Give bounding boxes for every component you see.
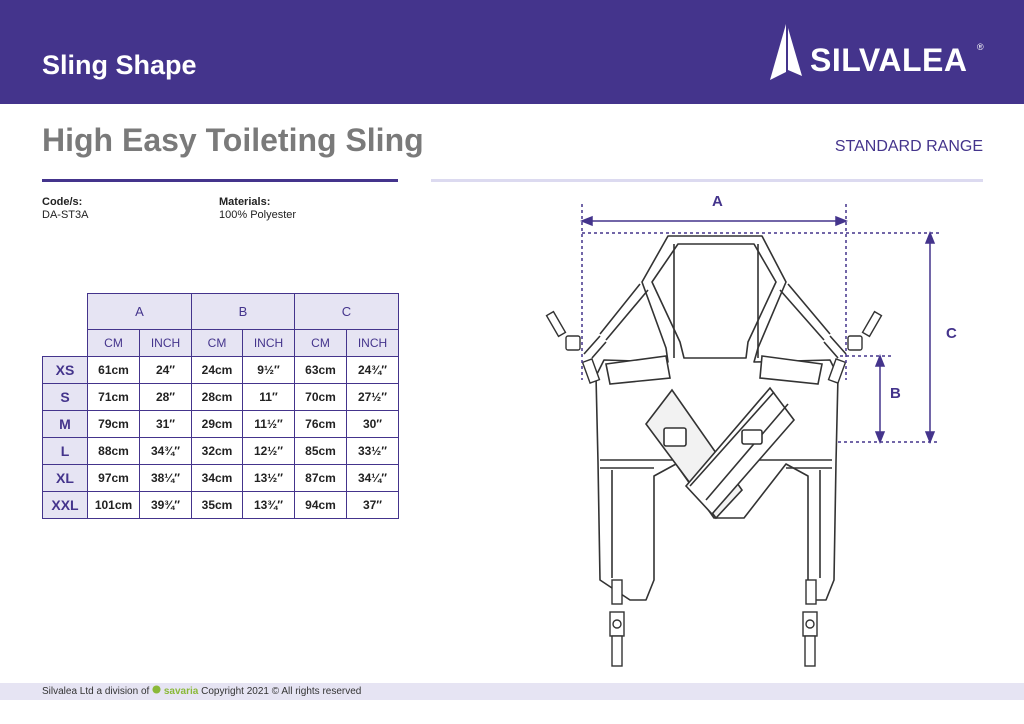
table-cell: 27½″: [347, 384, 399, 411]
table-row: [43, 438, 399, 465]
table-row: [43, 492, 399, 519]
size-label: XXL: [43, 492, 88, 519]
size-label: M: [43, 411, 88, 438]
column-group-a: A: [88, 294, 192, 330]
unit-header: INCH: [347, 330, 399, 357]
table-cell: 28″: [140, 384, 192, 411]
table-cell: 28cm: [192, 384, 243, 411]
table-cell: 24cm: [192, 357, 243, 384]
table-cell: 24″: [140, 357, 192, 384]
table-cell: 13½″: [243, 465, 295, 492]
unit-header: CM: [192, 330, 243, 357]
table-cell: 34¾″: [140, 438, 192, 465]
title-rule: [42, 179, 398, 182]
column-group-b: B: [192, 294, 295, 330]
table-cell: 38¼″: [140, 465, 192, 492]
table-cell: 88cm: [88, 438, 140, 465]
table-cell: 11½″: [243, 411, 295, 438]
table-cell: 70cm: [295, 384, 347, 411]
header-banner: [0, 0, 1024, 104]
table-cell: 34cm: [192, 465, 243, 492]
table-cell: 9½″: [243, 357, 295, 384]
table-cell: 101cm: [88, 492, 140, 519]
sail-logo-icon: [766, 22, 806, 84]
dimension-a: [582, 204, 940, 380]
crossed-strap: [646, 388, 794, 518]
left-clip-icon: [547, 312, 600, 383]
size-label: L: [43, 438, 88, 465]
table-cell: 61cm: [88, 357, 140, 384]
table-cell: 30″: [347, 411, 399, 438]
size-label: S: [43, 384, 88, 411]
table-cell: 87cm: [295, 465, 347, 492]
footer-division: a division of: [96, 686, 150, 697]
codes-block: [42, 196, 88, 222]
unit-header: CM: [88, 330, 140, 357]
table-cell: 12½″: [243, 438, 295, 465]
column-group-c: C: [295, 294, 399, 330]
footer-text: [42, 685, 361, 697]
materials-value: 100% Polyester: [219, 209, 297, 221]
unit-header: INCH: [243, 330, 295, 357]
table-corner: [43, 294, 88, 330]
brand-name: SILVALEA: [810, 42, 968, 78]
table-cell: 29cm: [192, 411, 243, 438]
table-cell: 33½″: [347, 438, 399, 465]
table-cell: 79cm: [88, 411, 140, 438]
size-table: [42, 293, 399, 519]
right-clip-icon: [829, 312, 882, 383]
table-cell: 37″: [347, 492, 399, 519]
codes-label: Code/s:: [42, 196, 83, 208]
handle-pads: [606, 356, 822, 384]
codes-value: DA-ST3A: [42, 209, 89, 221]
table-cell: 76cm: [295, 411, 347, 438]
table-row: [43, 357, 399, 384]
table-row: [43, 411, 399, 438]
product-range: STANDARD RANGE: [834, 138, 983, 155]
footer-bar: [0, 683, 1024, 700]
dimension-c-label: C: [946, 325, 957, 342]
table-cell: 32cm: [192, 438, 243, 465]
materials-block: [219, 196, 296, 222]
header-title: Sling Shape: [42, 50, 197, 80]
leg-clips-icon: [610, 580, 817, 666]
shoulder-straps: [584, 284, 846, 358]
savaria-leaf-icon: [152, 685, 161, 694]
materials-label: Materials:: [219, 196, 271, 208]
table-row: [43, 384, 399, 411]
table-cell: 34¼″: [347, 465, 399, 492]
dimension-b: [838, 356, 940, 442]
savaria-logo: [152, 686, 201, 697]
registered-mark: ®: [977, 42, 984, 52]
table-cell: 63cm: [295, 357, 347, 384]
table-cell: 24¾″: [347, 357, 399, 384]
product-title: High Easy Toileting Sling: [42, 122, 424, 158]
sling-diagram: [540, 180, 980, 680]
table-corner: [43, 330, 88, 357]
table-cell: 39¾″: [140, 492, 192, 519]
sling-outline: [596, 236, 838, 600]
table-row: [43, 465, 399, 492]
size-label: XS: [43, 357, 88, 384]
dimension-b-label: B: [890, 385, 901, 402]
silvalea-logo: [766, 22, 996, 86]
size-label: XL: [43, 465, 88, 492]
unit-header: CM: [295, 330, 347, 357]
dimension-c: [926, 233, 934, 442]
table-cell: 13¾″: [243, 492, 295, 519]
buckle-icon: [664, 428, 762, 446]
footer-parent: savaria: [163, 686, 199, 697]
table-cell: 97cm: [88, 465, 140, 492]
table-cell: 94cm: [295, 492, 347, 519]
footer-copyright: Copyright 2021 © All rights reserved: [201, 686, 362, 697]
unit-header: INCH: [140, 330, 192, 357]
table-cell: 35cm: [192, 492, 243, 519]
table-cell: 11″: [243, 384, 295, 411]
dimension-a-label: A: [712, 193, 723, 210]
table-cell: 31″: [140, 411, 192, 438]
table-cell: 71cm: [88, 384, 140, 411]
footer-company: Silvalea Ltd: [42, 686, 94, 697]
table-cell: 85cm: [295, 438, 347, 465]
